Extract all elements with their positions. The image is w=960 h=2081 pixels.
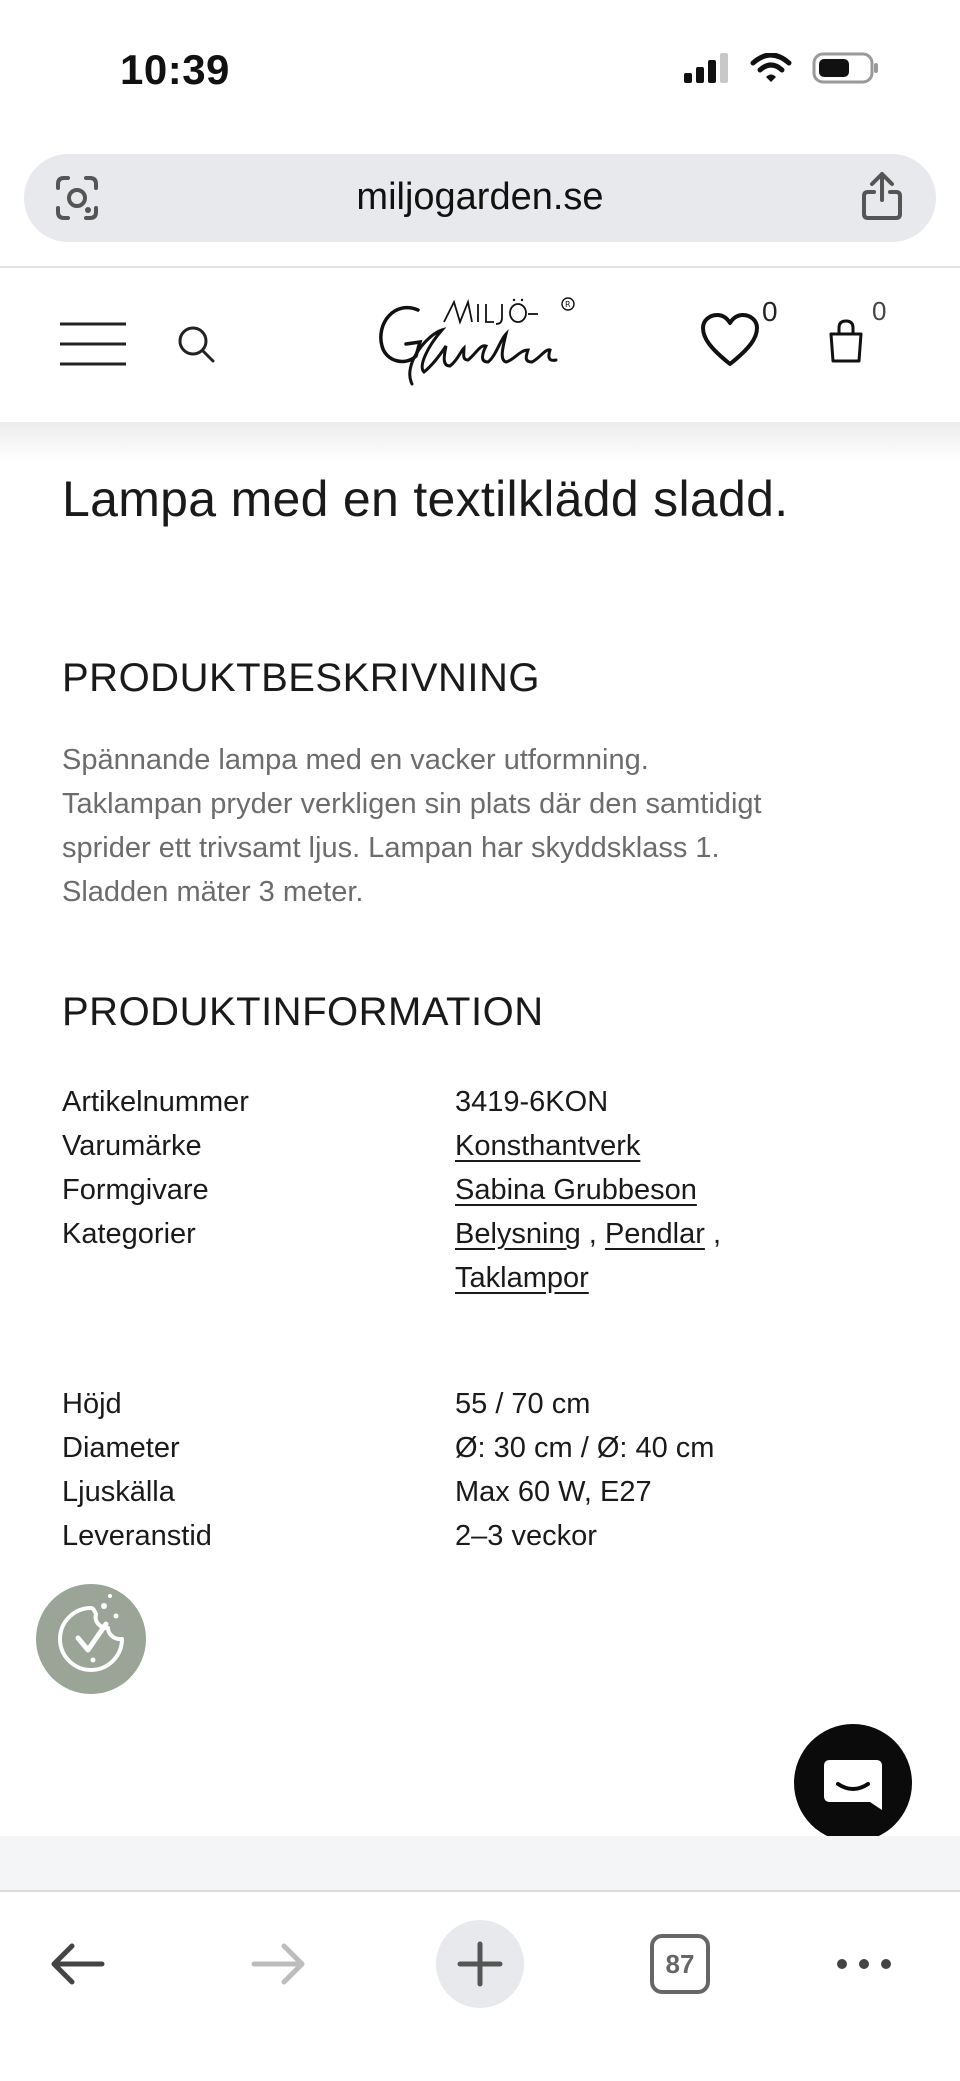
tab-switcher-button[interactable]: 87 xyxy=(650,1934,710,1994)
chat-icon xyxy=(794,1724,912,1842)
spec-value: Max 60 W, E27 xyxy=(455,1476,652,1508)
menu-icon[interactable] xyxy=(60,322,126,366)
info-row-categories xyxy=(62,1212,902,1300)
share-icon[interactable] xyxy=(860,170,904,222)
category-links xyxy=(455,1212,902,1300)
spec-row-diameter xyxy=(62,1426,902,1470)
more-options-icon[interactable] xyxy=(834,1952,894,1976)
spec-label: Diameter xyxy=(62,1432,180,1464)
product-specs-table xyxy=(62,1382,902,1558)
cookie-settings-button[interactable] xyxy=(36,1584,146,1694)
category-separator: , xyxy=(580,1218,597,1250)
description-heading: PRODUKTBESKRIVNING xyxy=(62,656,540,700)
category-link-belysning[interactable]: Belysning xyxy=(455,1218,581,1250)
description-line: Spännande lampa med en vacker utformning. xyxy=(62,744,649,776)
description-line: sprider ett trivsamt ljus. Lampan har skyddsklass 1. xyxy=(62,832,720,864)
description-line: Sladden mäter 3 meter. xyxy=(62,876,364,908)
brand-link[interactable]: Konsthantverk xyxy=(455,1130,641,1162)
spec-row-delivery xyxy=(62,1514,902,1558)
cookie-check-icon xyxy=(36,1584,146,1694)
info-label: Kategorier xyxy=(62,1218,196,1250)
battery-icon xyxy=(812,52,880,84)
description-line: Taklampan pryder verkligen sin plats där den samtidigt xyxy=(62,788,762,820)
status-time: 10:39 xyxy=(120,46,230,93)
site-logo[interactable] xyxy=(372,294,588,394)
search-icon[interactable] xyxy=(176,324,216,364)
spec-label: Höjd xyxy=(62,1388,122,1420)
spec-label: Leveranstid xyxy=(62,1520,212,1552)
miljogarden-logo-mark xyxy=(372,294,588,394)
spec-label: Ljuskälla xyxy=(62,1476,175,1508)
back-arrow-icon[interactable] xyxy=(48,1934,108,1994)
spec-row-light-source xyxy=(62,1470,902,1514)
product-description xyxy=(62,738,902,914)
url-text[interactable]: miljogarden.se xyxy=(356,176,604,218)
spec-row-height xyxy=(62,1382,902,1426)
plus-icon xyxy=(436,1920,524,2008)
heart-icon[interactable] xyxy=(700,312,760,368)
spec-value: 2–3 veckor xyxy=(455,1520,597,1552)
address-bar[interactable] xyxy=(24,154,936,242)
info-label: Formgivare xyxy=(62,1174,209,1206)
info-heading: PRODUKTINFORMATION xyxy=(62,990,544,1034)
browser-toolbar xyxy=(0,1890,960,2081)
forward-arrow-icon[interactable] xyxy=(248,1934,308,1994)
wishlist-count: 0 xyxy=(762,296,778,327)
category-link-pendlar[interactable]: Pendlar xyxy=(604,1218,705,1250)
status-icons xyxy=(684,52,880,84)
bag-icon[interactable] xyxy=(828,318,864,364)
wifi-icon xyxy=(750,53,792,83)
status-bar xyxy=(0,0,960,140)
spec-value: Ø: 30 cm / Ø: 40 cm xyxy=(455,1432,715,1464)
designer-link[interactable]: Sabina Grubbeson xyxy=(455,1174,697,1206)
page-footer-strip xyxy=(0,1836,960,1892)
category-separator: , xyxy=(704,1218,722,1250)
info-row-brand xyxy=(62,1124,902,1168)
article-number: 3419-6KON xyxy=(455,1086,609,1118)
svg-text:R: R xyxy=(565,300,571,309)
info-label: Artikelnummer xyxy=(62,1086,249,1118)
info-row-designer xyxy=(62,1168,902,1212)
chat-button[interactable] xyxy=(794,1724,912,1842)
info-row-article xyxy=(62,1080,902,1124)
product-title: Lampa med en textilklädd sladd. xyxy=(62,471,789,527)
product-info-table xyxy=(62,1080,902,1300)
category-link-taklampor[interactable]: Taklampor xyxy=(455,1262,589,1294)
new-tab-button[interactable] xyxy=(436,1920,524,2008)
site-header xyxy=(0,268,960,422)
info-label: Varumärke xyxy=(62,1130,202,1162)
cart-count: 0 xyxy=(872,296,887,326)
spec-value: 55 / 70 cm xyxy=(455,1388,591,1420)
cellular-signal-icon xyxy=(684,53,730,83)
header-shadow xyxy=(0,422,960,462)
